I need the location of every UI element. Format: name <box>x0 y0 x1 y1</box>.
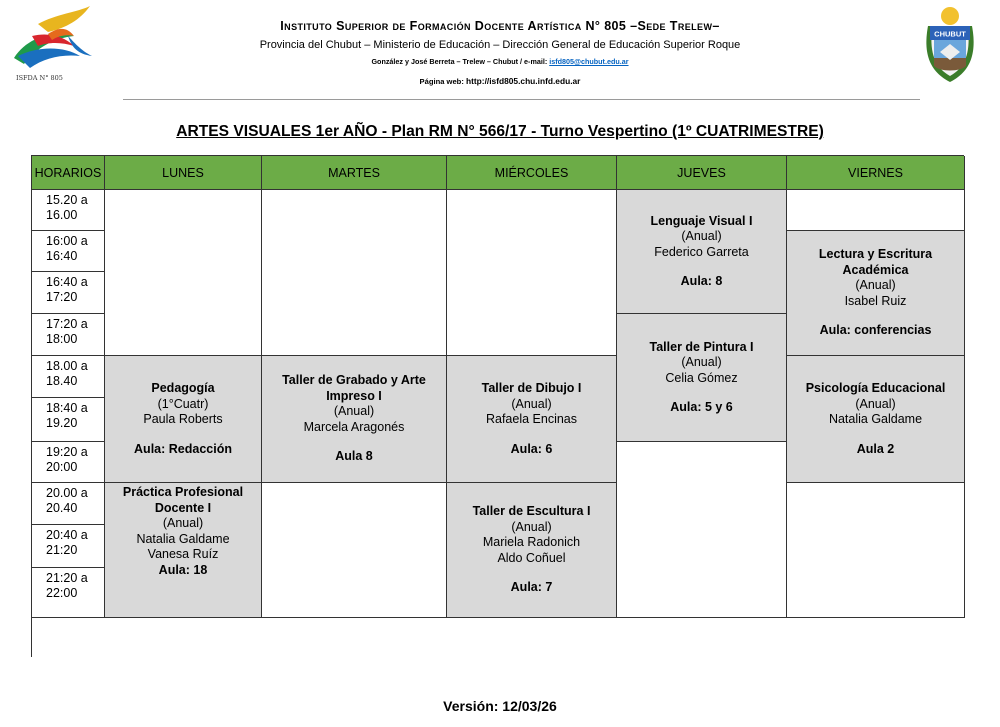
col-header-lunes: LUNES <box>105 156 262 190</box>
time-slot: 20.00 a 20.40 <box>32 483 105 525</box>
time-slot: 17:20 a 18:00 <box>32 314 105 356</box>
empty-slot <box>105 190 262 356</box>
empty-slot <box>262 190 447 356</box>
class-block-psicologia-educacional: Psicología Educacional (Anual) Natalia Galdame Aula 2 <box>787 356 965 483</box>
class-block-pedagogia: Pedagogía (1°Cuatr) Paula Roberts Aula: Redacción <box>105 356 262 483</box>
empty-slot <box>447 190 617 356</box>
class-block-taller-grabado: Taller de Grabado y Arte Impreso I (Anual) Marcela Aragonés Aula 8 <box>262 356 447 483</box>
empty-slot <box>787 190 965 231</box>
time-slot: 18.00 a 18.40 <box>32 356 105 398</box>
class-block-taller-dibujo: Taller de Dibujo I (Anual) Rafaela Encinas Aula: 6 <box>447 356 617 483</box>
time-slot: 18:40 a 19.20 <box>32 398 105 442</box>
website-link[interactable]: http://isfd805.chu.infd.edu.ar <box>465 76 581 86</box>
class-block-taller-pintura: Taller de Pintura I (Anual) Celia Gómez Aula: 5 y 6 <box>617 314 787 442</box>
header-divider <box>123 99 920 100</box>
empty-slot <box>787 483 965 618</box>
class-block-lenguaje-visual: Lenguaje Visual I (Anual) Federico Garreta Aula: 8 <box>617 190 787 314</box>
class-block-practica-profesional: Práctica Profesional Docente I (Anual) Natalia Galdame Vanesa Ruíz Aula: 18 <box>105 483 262 618</box>
chubut-crest <box>920 4 980 84</box>
schedule-title: ARTES VISUALES 1er AÑO - Plan RM N° 566/17 - Turno Vespertino (1º CUATRIMESTRE) <box>176 123 824 140</box>
col-header-jueves: JUEVES <box>617 156 787 190</box>
website-line <box>150 76 850 86</box>
time-slot: 16:00 a 16:40 <box>32 231 105 272</box>
time-slot: 21:20 a 22:00 <box>32 568 105 618</box>
version-label: Versión: 12/03/26 <box>443 698 557 714</box>
isfda-logo <box>8 6 106 84</box>
email-link[interactable]: isfd805@chubut.edu.ar <box>549 57 629 66</box>
empty-slot <box>262 483 447 618</box>
address-line <box>150 57 850 66</box>
address-text: González y José Berreta – Trelew – Chubut / e-mail: <box>371 57 550 66</box>
website-label: Página web: <box>419 77 466 86</box>
class-block-lectura-escritura: Lectura y Escritura Académica (Anual) Isabel Ruiz Aula: conferencias <box>787 231 965 356</box>
isfda-logo-caption: ISFDA N° 805 <box>16 74 63 82</box>
time-slot: 19:20 a 20:00 <box>32 442 105 483</box>
crest-text: CHUBUT <box>934 29 966 39</box>
col-header-viernes: VIERNES <box>787 156 965 190</box>
col-header-martes: MARTES <box>262 156 447 190</box>
col-header-miercoles: MIÉRCOLES <box>447 156 617 190</box>
class-block-taller-escultura: Taller de Escultura I (Anual) Mariela Radonich Aldo Coñuel Aula: 7 <box>447 483 617 618</box>
time-slot: 15.20 a 16.00 <box>32 190 105 231</box>
time-slot: 20:40 a 21:20 <box>32 525 105 568</box>
ministry-line: Provincia del Chubut – Ministerio de Educación – Dirección General de Educación Superior Roque <box>259 39 741 51</box>
institute-name: Instituto Superior de Formación Docente Artística N° 805 –Sede Trelew– <box>280 19 720 33</box>
col-header-horarios: HORARIOS <box>32 156 105 190</box>
time-slot: 16:40 a 17:20 <box>32 272 105 314</box>
schedule-table <box>31 155 964 657</box>
empty-slot <box>617 442 787 618</box>
